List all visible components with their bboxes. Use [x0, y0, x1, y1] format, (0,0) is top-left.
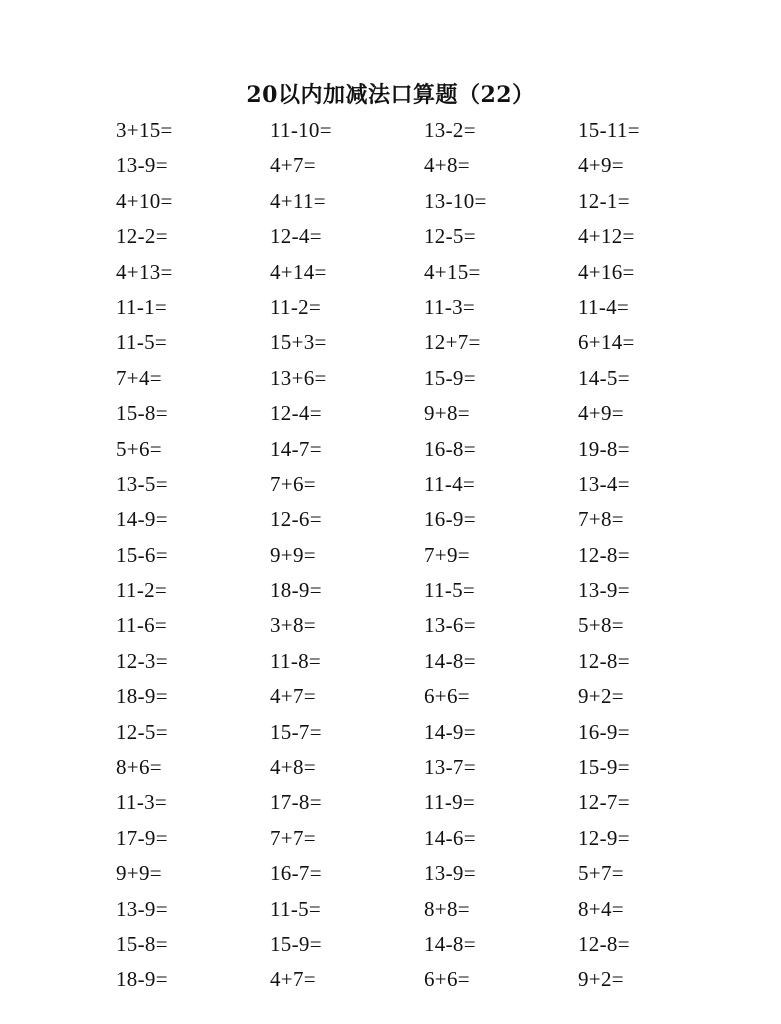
arithmetic-problem: 13-10= — [424, 188, 487, 213]
arithmetic-problem: 14-6= — [424, 825, 476, 850]
arithmetic-problem: 6+6= — [424, 684, 470, 709]
arithmetic-problem: 15-6= — [116, 542, 168, 567]
arithmetic-problem: 14-9= — [424, 719, 476, 744]
arithmetic-problem: 14-9= — [116, 507, 168, 532]
arithmetic-problem: 14-8= — [424, 931, 476, 956]
arithmetic-problem: 14-8= — [424, 648, 476, 673]
arithmetic-problem: 7+9= — [424, 542, 470, 567]
arithmetic-problem: 11-8= — [270, 648, 322, 673]
arithmetic-problem: 13-6= — [424, 613, 476, 638]
arithmetic-problem: 8+4= — [578, 896, 624, 921]
arithmetic-problem: 15-7= — [270, 719, 322, 744]
arithmetic-problem: 12-2= — [116, 224, 168, 249]
arithmetic-problem: 15-9= — [424, 365, 476, 390]
arithmetic-problem: 13-4= — [578, 471, 630, 496]
arithmetic-problem: 9+8= — [424, 401, 470, 426]
arithmetic-problem: 15-8= — [116, 931, 168, 956]
arithmetic-problem: 11-2= — [270, 294, 322, 319]
arithmetic-problem: 18-9= — [270, 578, 322, 603]
arithmetic-problem: 8+6= — [116, 755, 162, 780]
arithmetic-problem: 7+4= — [116, 365, 162, 390]
arithmetic-problem: 11-5= — [424, 578, 476, 603]
arithmetic-problem: 13-9= — [424, 861, 476, 886]
arithmetic-problem: 11-3= — [116, 790, 168, 815]
arithmetic-problem: 4+12= — [578, 224, 635, 249]
arithmetic-problem: 6+6= — [424, 967, 470, 992]
arithmetic-problem: 16-9= — [424, 507, 476, 532]
arithmetic-problem: 12+7= — [424, 330, 481, 355]
arithmetic-problem: 11-5= — [116, 330, 168, 355]
arithmetic-problem: 13-7= — [424, 755, 476, 780]
arithmetic-problem: 16-8= — [424, 436, 476, 461]
arithmetic-problem: 4+13= — [116, 259, 173, 284]
arithmetic-problem: 12-5= — [116, 719, 168, 744]
arithmetic-problem: 6+14= — [578, 330, 635, 355]
arithmetic-problem: 11-10= — [270, 118, 332, 142]
arithmetic-problem: 9+9= — [270, 542, 316, 567]
arithmetic-problem: 11-4= — [424, 471, 476, 496]
arithmetic-problem: 19-8= — [578, 436, 630, 461]
arithmetic-problem: 4+15= — [424, 259, 481, 284]
arithmetic-problem: 12-3= — [116, 648, 168, 673]
arithmetic-problem: 17-8= — [270, 790, 322, 815]
arithmetic-problem: 3+15= — [116, 118, 173, 142]
arithmetic-problem: 12-1= — [578, 188, 630, 213]
arithmetic-problem: 4+7= — [270, 684, 316, 709]
arithmetic-problem: 4+7= — [270, 153, 316, 178]
arithmetic-problem: 4+10= — [116, 188, 173, 213]
arithmetic-problem: 13-9= — [116, 153, 168, 178]
arithmetic-problem: 4+11= — [270, 188, 326, 213]
arithmetic-problem: 15-9= — [578, 755, 630, 780]
arithmetic-problem: 13-9= — [578, 578, 630, 603]
arithmetic-problem: 14-5= — [578, 365, 630, 390]
arithmetic-problem: 9+9= — [116, 861, 162, 886]
arithmetic-problem: 4+8= — [424, 153, 470, 178]
arithmetic-problem: 12-8= — [578, 542, 630, 567]
arithmetic-problem: 15-9= — [270, 931, 322, 956]
arithmetic-problem: 5+7= — [578, 861, 624, 886]
arithmetic-problem: 4+9= — [578, 401, 624, 426]
arithmetic-problem: 12-5= — [424, 224, 476, 249]
arithmetic-problem: 11-3= — [424, 294, 476, 319]
worksheet-title: 20以内加减法口算题（22） — [246, 82, 535, 108]
arithmetic-problem: 16-9= — [578, 719, 630, 744]
arithmetic-problem: 11-1= — [116, 294, 168, 319]
arithmetic-problem: 17-9= — [116, 825, 168, 850]
arithmetic-problem: 7+6= — [270, 471, 316, 496]
arithmetic-problem: 11-9= — [424, 790, 476, 815]
arithmetic-problem: 13-9= — [116, 896, 168, 921]
arithmetic-problem: 12-4= — [270, 224, 322, 249]
arithmetic-problem: 7+8= — [578, 507, 624, 532]
arithmetic-problem: 11-2= — [116, 578, 168, 603]
arithmetic-problem: 13+6= — [270, 365, 327, 390]
arithmetic-problem: 12-8= — [578, 648, 630, 673]
arithmetic-problem: 7+7= — [270, 825, 316, 850]
arithmetic-problem: 18-9= — [116, 967, 168, 992]
arithmetic-problem: 5+8= — [578, 613, 624, 638]
arithmetic-problem: 14-7= — [270, 436, 322, 461]
arithmetic-problem: 12-4= — [270, 401, 322, 426]
problem-grid — [116, 113, 736, 998]
arithmetic-problem: 12-7= — [578, 790, 630, 815]
arithmetic-problem: 11-6= — [116, 613, 168, 638]
arithmetic-problem: 13-5= — [116, 471, 168, 496]
arithmetic-problem: 5+6= — [116, 436, 162, 461]
arithmetic-problem: 4+9= — [578, 153, 624, 178]
arithmetic-problem: 11-5= — [270, 896, 322, 921]
arithmetic-problem: 15-11= — [578, 118, 640, 142]
arithmetic-problem: 11-4= — [578, 294, 630, 319]
arithmetic-problem: 9+2= — [578, 967, 624, 992]
arithmetic-problem: 12-6= — [270, 507, 322, 532]
arithmetic-problem: 8+8= — [424, 896, 470, 921]
arithmetic-problem: 12-8= — [578, 931, 630, 956]
arithmetic-problem: 15-8= — [116, 401, 168, 426]
arithmetic-problem: 15+3= — [270, 330, 327, 355]
arithmetic-problem: 4+14= — [270, 259, 327, 284]
arithmetic-problem: 4+8= — [270, 755, 316, 780]
arithmetic-problem: 16-7= — [270, 861, 322, 886]
arithmetic-problem: 4+7= — [270, 967, 316, 992]
arithmetic-problem: 18-9= — [116, 684, 168, 709]
arithmetic-problem: 13-2= — [424, 118, 476, 142]
arithmetic-problem: 12-9= — [578, 825, 630, 850]
arithmetic-problem: 4+16= — [578, 259, 635, 284]
arithmetic-problem: 3+8= — [270, 613, 316, 638]
arithmetic-problem: 9+2= — [578, 684, 624, 709]
